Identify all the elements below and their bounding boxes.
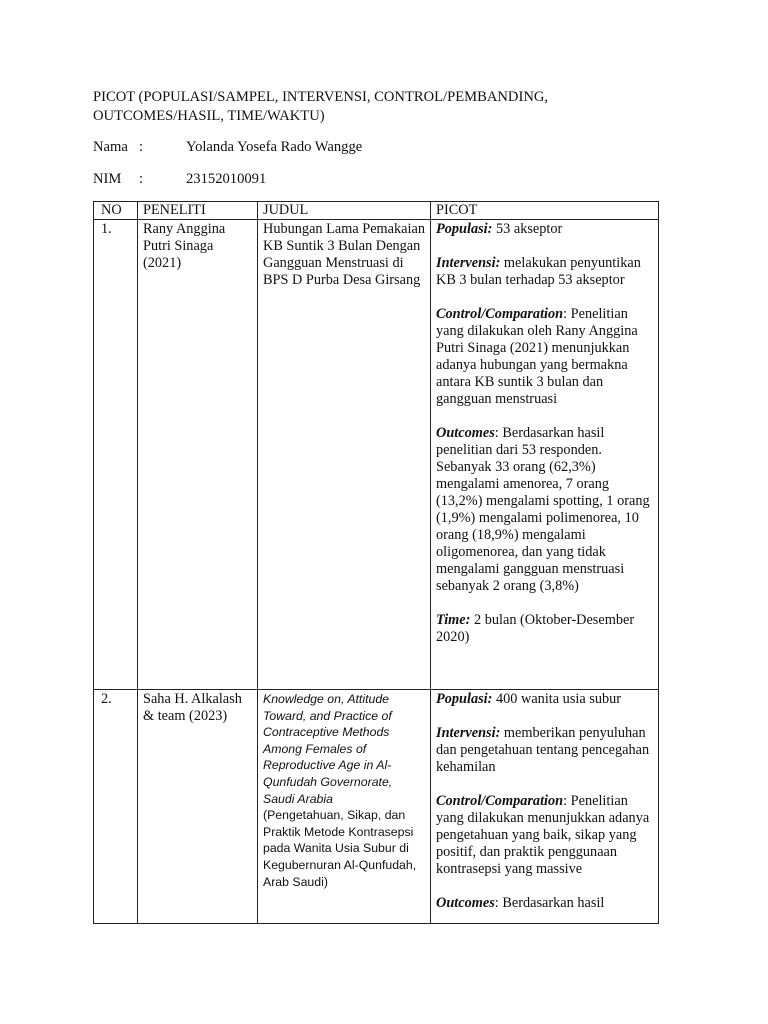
nim-label: NIM xyxy=(93,171,122,187)
control-value: : Penelitian yang dilakukan menunjukkan adanya pengetahuan yang baik, sikap yang positif, dan praktik penggunaan kontrasepsi yang massive xyxy=(436,793,650,877)
table-header-row xyxy=(94,202,659,220)
header-no: NO xyxy=(94,202,138,220)
row-picot xyxy=(431,690,659,924)
row-peneliti: Rany Anggina Putri Sinaga (2021) xyxy=(138,220,258,690)
row-judul: Hubungan Lama Pemakaian KB Suntik 3 Bulan Dengan Gangguan Menstruasi di BPS D Purba Desa Girsang xyxy=(258,220,431,690)
picot-time xyxy=(436,612,653,646)
row-picot xyxy=(431,220,659,690)
time-label: Time: xyxy=(436,612,471,628)
picot-intervensi xyxy=(436,725,653,776)
header-peneliti: PENELITI xyxy=(138,202,258,220)
outcomes-label: Outcomes xyxy=(436,895,495,911)
nama-label: Nama xyxy=(93,139,128,155)
row-no: 2. xyxy=(94,690,138,924)
intervensi-value: melakukan penyuntikan KB 3 bulan terhadap 53 akseptor xyxy=(436,255,641,288)
outcomes-label: Outcomes xyxy=(436,425,495,441)
header-picot: PICOT xyxy=(431,202,659,220)
nama-colon: : xyxy=(139,139,144,155)
control-label: Control/Comparation xyxy=(436,306,564,322)
picot-control xyxy=(436,793,653,878)
populasi-value: 53 akseptor xyxy=(492,221,563,237)
judul-translation: (Pengetahuan, Sikap, dan Praktik Metode Kontrasepsi pada Wanita Usia Subur di Kegubernuran Al-Qunfudah, Arab Saudi) xyxy=(263,808,417,889)
nim-value: 23152010091 xyxy=(186,171,267,187)
nim-colon: : xyxy=(139,171,144,187)
intervensi-value: memberikan penyuluhan dan pengetahuan tentang pencegahan kehamilan xyxy=(436,725,650,775)
intervensi-label: Intervensi: xyxy=(436,725,501,741)
row-no: 1. xyxy=(94,220,138,690)
picot-outcomes xyxy=(436,425,653,595)
control-value: : Penelitian yang dilakukan oleh Rany Anggina Putri Sinaga (2021) menunjukkan adanya hubungan yang bermakna antara KB suntik 3 bulan dan gangguan menstruasi xyxy=(436,306,638,407)
time-value: 2 bulan (Oktober-Desember 2020) xyxy=(436,612,635,645)
populasi-label: Populasi: xyxy=(436,221,493,237)
row-peneliti: Saha H. Alkalash & team (2023) xyxy=(138,690,258,924)
document-heading: PICOT (POPULASI/SAMPEL, INTERVENSI, CONTROL/PEMBANDING, OUTCOMES/HASIL, TIME/WAKTU) xyxy=(93,89,549,124)
header-judul: JUDUL xyxy=(258,202,431,220)
populasi-label: Populasi: xyxy=(436,691,493,707)
judul-english-title: Knowledge on, Attitude Toward, and Practice of Contraceptive Methods Among Females of Reproductive Age in Al-Qunfudah Governorate, Saudi Arabia xyxy=(263,692,393,806)
outcomes-value: : Berdasarkan hasil xyxy=(494,895,605,911)
picot-outcomes xyxy=(436,895,653,912)
nama-value: Yolanda Yosefa Rado Wangge xyxy=(186,139,363,155)
picot-populasi xyxy=(436,691,653,708)
picot-table xyxy=(93,201,659,924)
picot-intervensi xyxy=(436,255,653,289)
intervensi-label: Intervensi: xyxy=(436,255,501,271)
row-judul xyxy=(258,690,431,924)
control-label: Control/Comparation xyxy=(436,793,564,809)
table-row xyxy=(94,690,659,924)
table-row xyxy=(94,220,659,690)
outcomes-value: : Berdasarkan hasil penelitian dari 53 responden. Sebanyak 33 orang (62,3%) mengalami amenorea, 7 orang (13,2%) mengalami spotting, 1 orang (1,9%) mengalami polimenorea, 10 orang (18,9%) mengalami oligomenorea, dan yang tidak mengalami gangguan menstruasi sebanyak 2 orang (3,8%) xyxy=(436,425,650,594)
populasi-value: 400 wanita usia subur xyxy=(492,691,622,707)
picot-populasi xyxy=(436,221,653,238)
picot-control xyxy=(436,306,653,408)
